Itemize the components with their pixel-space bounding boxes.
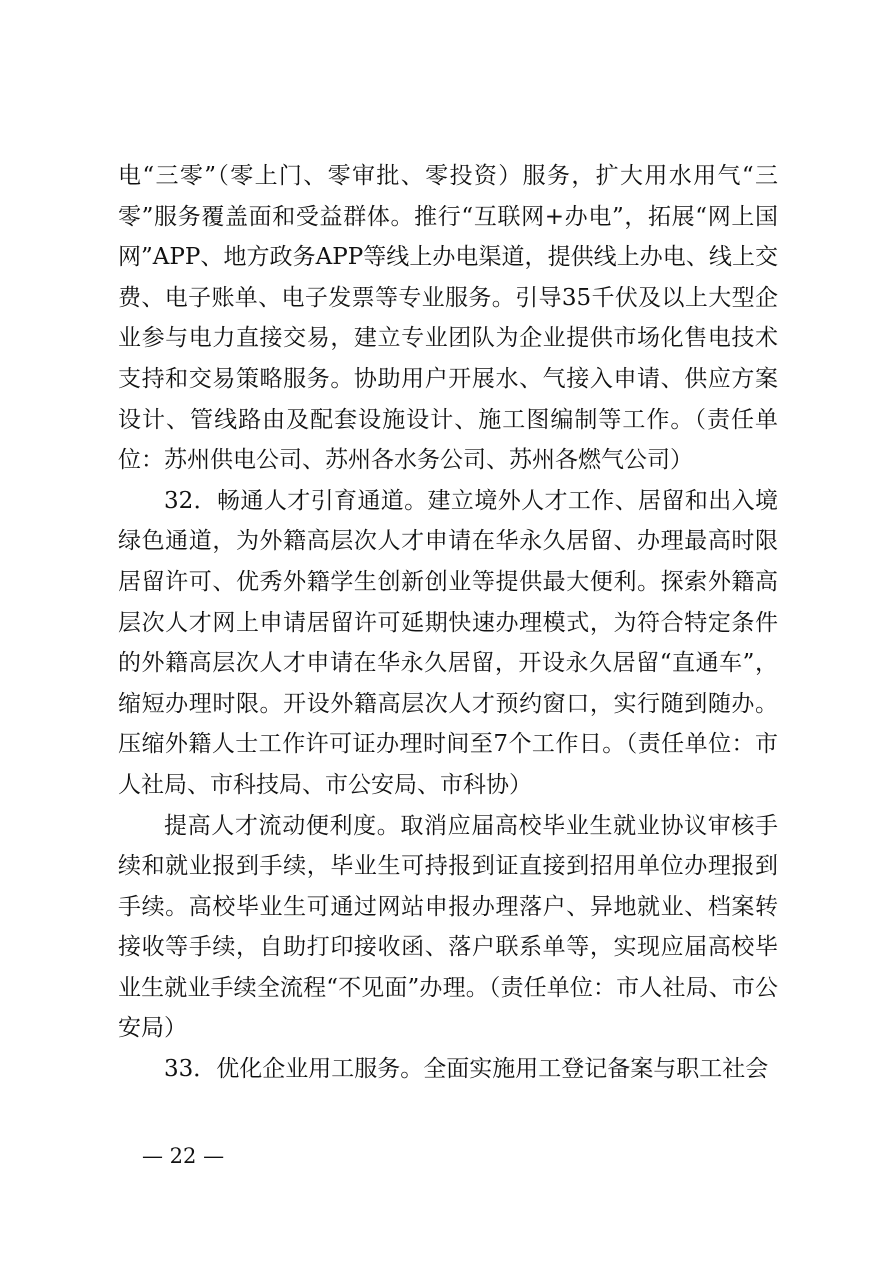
paragraph-utility-services: 电“三零”（零上门、零审批、零投资）服务，扩大用水用气“三零”服务覆盖面和受益群体。推行“互联网+办电”，拓展“网上国网”APP、地方政务APP等线上办电渠道，提供线上办电、线上交费、电子账单、电子发票等专业服务。引导35千伏及以上大型企业参与电力直接交易，建立专业团队为企业提供市场化售电技术支持和交易策略服务。协助用户开展水、气接入申请、供应方案设计、管线路由及配套设施设计、施工图编制等工作。（责任单位：苏州供电公司、苏州各水务公司、苏州各燃气公司） bbox=[118, 163, 778, 474]
page-number: — 22 — bbox=[142, 1144, 225, 1168]
paragraph-talent-mobility: 提高人才流动便利度。取消应届高校毕业生就业协议审核手续和就业报到手续，毕业生可持报到证直接到招用单位办理报到手续。高校毕业生可通过网站申报办理落户、异地就业、档案转接收等手续，自助打印接收函、落户联系单等，实现应届高校毕业生就业手续全流程“不见面”办理。（责任单位：市人社局、市公安局） bbox=[118, 812, 778, 1042]
body-text bbox=[118, 156, 778, 1090]
paragraph-talent-channels: 32．畅通人才引育通道。建立境外人才工作、居留和出入境绿色通道，为外籍高层次人才申请在华永久居留、办理最高时限居留许可、优秀外籍学生创新创业等提供最大便利。探索外籍高层次人才网上申请居留许可延期快速办理模式，为符合特定条件的外籍高层次人才申请在华永久居留，开设永久居留“直通车”，缩短办理时限。开设外籍高层次人才预约窗口，实行随到随办。压缩外籍人士工作许可证办理时间至7个工作日。（责任单位：市人社局、市科技局、市公安局、市科协） bbox=[118, 487, 778, 798]
paragraph-employment-services: 33．优化企业用工服务。全面实施用工登记备案与职工社会 bbox=[164, 1056, 769, 1083]
